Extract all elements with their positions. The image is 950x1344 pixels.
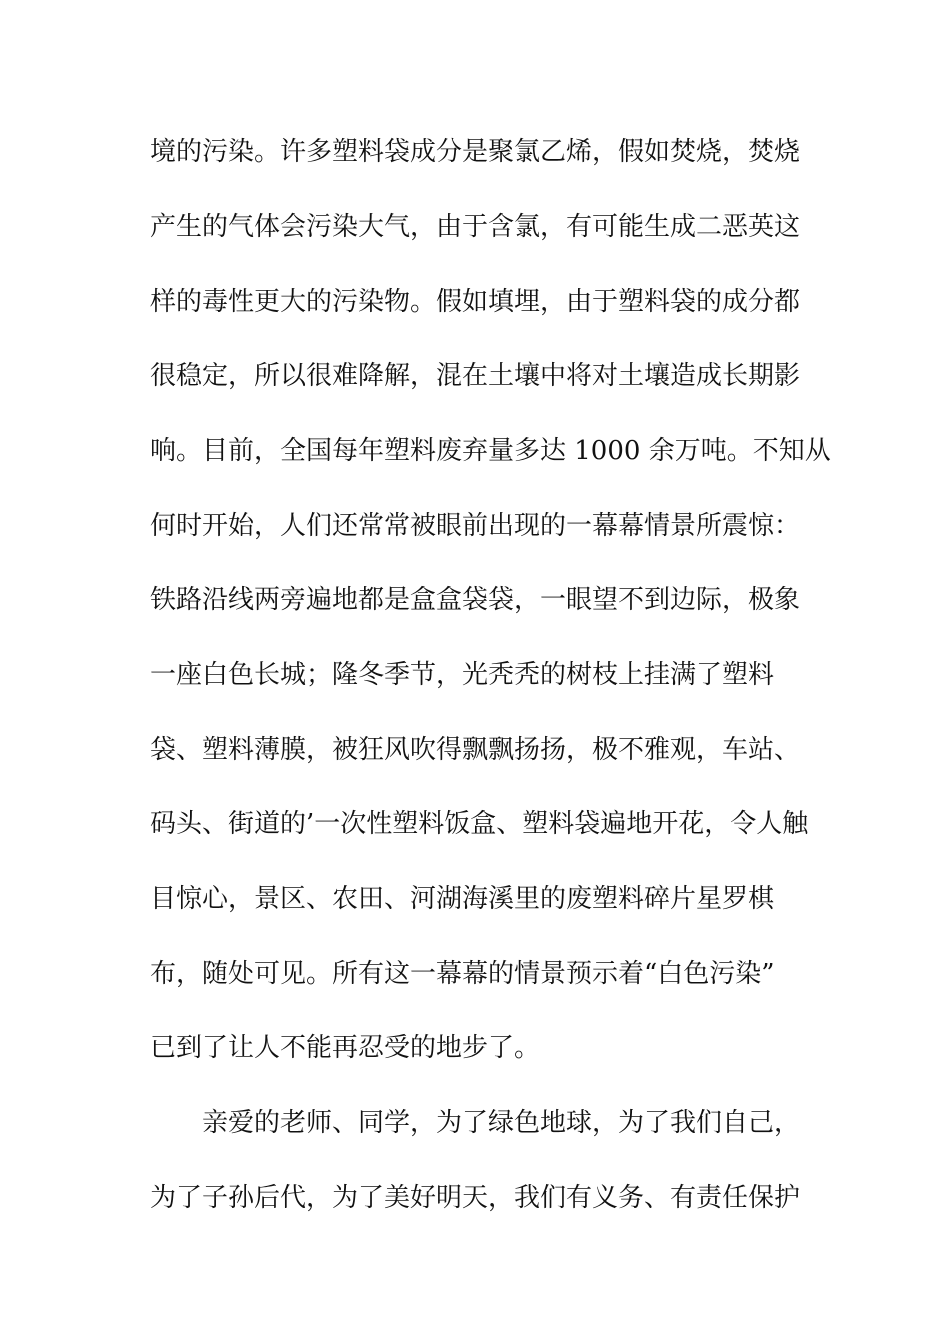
text-line: 码头、街道的’一次性塑料饭盒、塑料袋遍地开花，令人触 xyxy=(150,809,809,839)
text-line: 铁路沿线两旁遍地都是盒盒袋袋，一眼望不到边际，极象 xyxy=(150,585,801,615)
paragraph-first-line: 亲爱的老师、同学，为了绿色地球，为了我们自己， xyxy=(202,1108,801,1138)
text-line: 为了子孙后代，为了美好明天，我们有义务、有责任保护 xyxy=(150,1183,801,1213)
text-line: 产生的气体会污染大气，由于含氯，有可能生成二恶英这 xyxy=(150,212,801,242)
text-line: 响。目前，全国每年塑料废弃量多达 1000 余万吨。不知从 xyxy=(150,436,831,466)
text-line: 已到了让人不能再忍受的地步了。 xyxy=(150,1033,541,1063)
text-line: 布，随处可见。所有这一幕幕的情景预示着“白色污染” xyxy=(150,959,775,989)
text-line: 目惊心，景区、农田、河湖海溪里的废塑料碎片星罗棋 xyxy=(150,884,775,914)
text-line: 样的毒性更大的污染物。假如填埋，由于塑料袋的成分都 xyxy=(150,287,801,317)
text-line: 一座白色长城；隆冬季节，光秃秃的树枝上挂满了塑料 xyxy=(150,660,775,690)
text-line: 很稳定，所以很难降解，混在土壤中将对土壤造成长期影 xyxy=(150,361,801,391)
text-line: 境的污染。许多塑料袋成分是聚氯乙烯，假如焚烧，焚烧 xyxy=(150,137,801,167)
text-line: 何时开始，人们还常常被眼前出现的一幕幕情景所震惊： xyxy=(150,511,801,541)
text-line: 袋、塑料薄膜，被狂风吹得飘飘扬扬，极不雅观，车站、 xyxy=(150,735,801,765)
